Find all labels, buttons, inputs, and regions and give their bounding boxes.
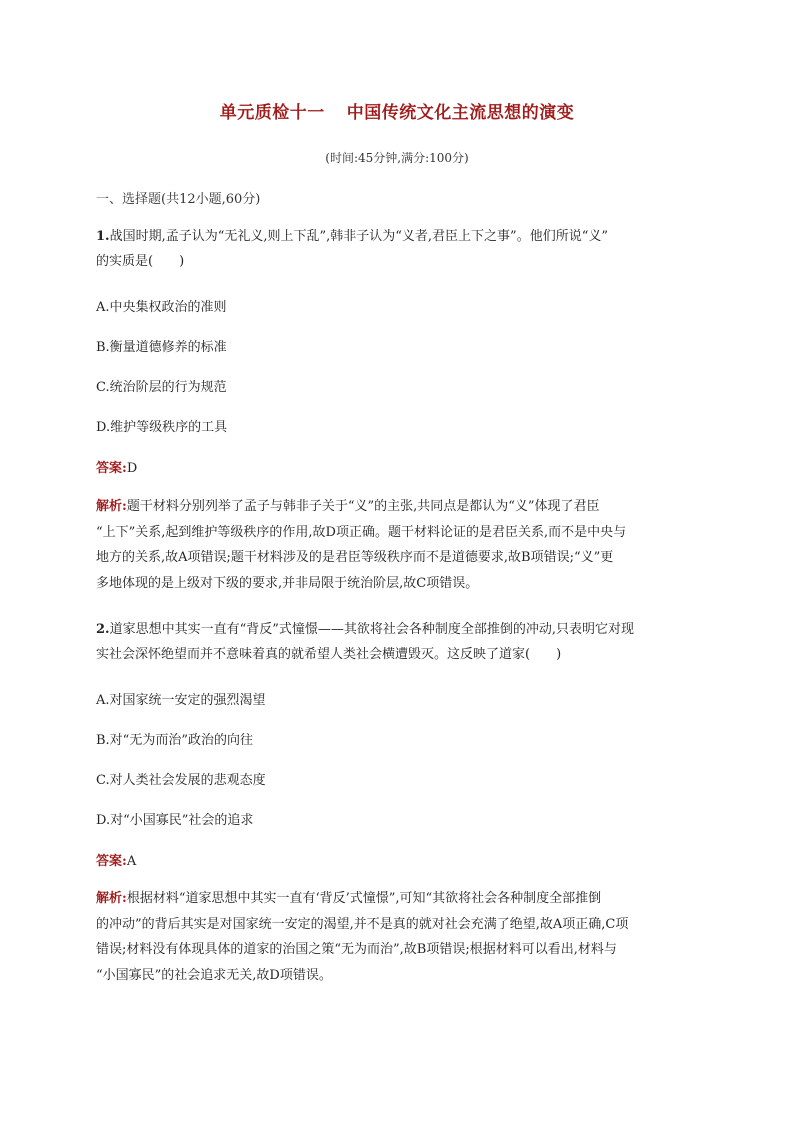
answer-label: 答案: [96,854,127,869]
explanation-line: 地方的关系,故A项错误;题干材料涉及的是君臣等级秩序而不是道德要求,故B项错误;“义”更 [96,550,614,565]
question-1-option-c: C.统治阶层的行为规范 [96,380,227,395]
answer-label: 答案: [96,461,127,476]
explanation-line: “小国寡民”的社会追求无关,故D项错误。 [96,967,332,983]
explanation-line: 根据材料“道家思想中其实一直有‘背反’式憧憬”,可知“其欲将社会各种制度全部推倒 [126,891,602,906]
question-2-stem [96,617,696,667]
question-2-option-a: A.对国家统一安定的强烈渴望 [96,693,266,708]
page-title [0,98,794,123]
question-1-number: 1. [96,229,110,244]
explanation-line: 错误;材料没有体现具体的道家的治国之策“无为而治”,故B项错误;根据材料可以看出,材料与 [96,942,617,957]
title-part2: 中国传统文化主流思想的演变 [346,103,575,123]
question-1-stem [96,224,696,274]
explanation-line: 多地体现的是上级对下级的要求,并非局限于统治阶层,故C项错误。 [96,575,479,591]
title-part1: 单元质检十一 [219,103,325,123]
question-1-line1: 战国时期,孟子认为“无礼义,则上下乱”,韩非子认为“义者,君臣上下之事”。他们所说“义” [109,229,608,244]
explanation-line: 题干材料分别列举了孟子与韩非子关于“义”的主张,共同点是都认为“义”体现了君臣 [126,499,600,514]
section-heading: 一、选择题(共12小题,60分) [96,192,261,207]
exam-info: (时间:45分钟,满分:100分) [325,151,469,165]
question-2-answer [96,850,136,869]
question-2-option-b: B.对“无为而治”政治的向往 [96,733,253,748]
question-1-option-d: D.维护等级秩序的工具 [96,420,228,435]
question-1-line2: 的实质是( ) [96,254,185,269]
question-1-explanation [96,494,696,596]
question-2-option-d: D.对“小国寡民”社会的追求 [96,813,254,828]
question-2-option-c: C.对人类社会发展的悲观态度 [96,773,266,788]
question-2-explanation [96,886,696,988]
question-2-line1: 道家思想中其实一直有“背反”式憧憬——其欲将社会各种制度全部推倒的冲动,只表明它对现 [109,622,635,637]
question-1-option-a: A.中央集权政治的准则 [96,300,227,315]
question-1-answer [96,457,137,476]
explanation-line: 的冲动”的背后其实是对国家统一安定的渴望,并不是真的就对社会充满了绝望,故A项正确,C项 [96,916,629,932]
explanation-label: 解析: [96,891,127,906]
explanation-line: “上下”关系,起到维护等级秩序的作用,故D项正确。题干材料论证的是君臣关系,而不是中央与 [96,524,627,540]
question-2-number: 2. [96,622,110,637]
answer-value: D [126,461,138,476]
question-2-line2: 实社会深怀绝望而并不意味着真的就希望人类社会横遭毁灭。这反映了道家( ) [96,647,562,662]
answer-value: A [126,854,137,869]
explanation-label: 解析: [96,499,127,514]
question-1-option-b: B.衡量道德修养的标准 [96,340,227,355]
